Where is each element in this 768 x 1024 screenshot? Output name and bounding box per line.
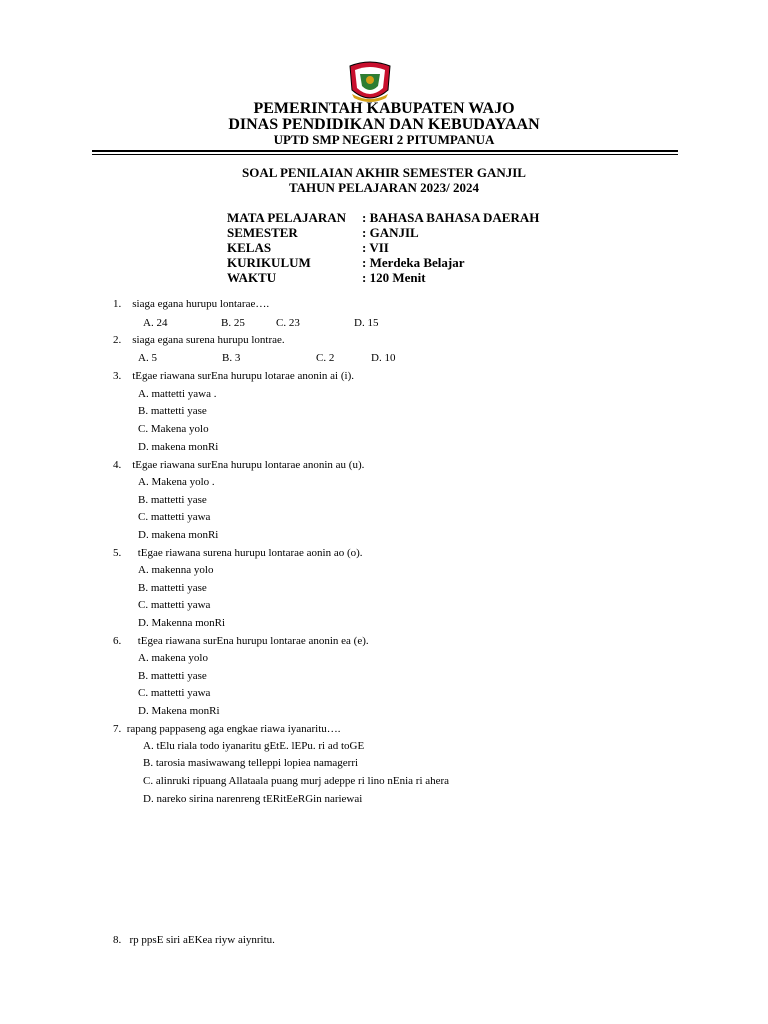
option-2d: D. 10 — [371, 352, 396, 364]
info-label: WAKTU — [227, 270, 277, 285]
info-value: : BAHASA BAHASA DAERAH — [362, 210, 540, 225]
option-4a: A. Makena yolo . — [138, 476, 215, 488]
question-text: tEgae riawana surena hurupu lontarae aonin ao (o). — [137, 547, 363, 559]
info-row-time — [227, 270, 426, 286]
question-number: 8. — [113, 934, 122, 946]
question-number: 7. — [113, 723, 122, 735]
option-7b: B. tarosia masiwawang telleppi lopiea namagerri — [143, 757, 359, 769]
option-1c: C. 23 — [276, 317, 300, 329]
header-divider-thin — [92, 154, 678, 155]
question-number: 3. — [113, 370, 122, 382]
question-number: 2. — [113, 334, 122, 346]
info-row-class — [227, 240, 389, 256]
option-4d: D. makena monRi — [138, 529, 219, 541]
option-5c: C. mattetti yawa — [138, 599, 211, 611]
info-label: SEMESTER — [227, 225, 298, 240]
question-8 — [113, 934, 275, 946]
academic-year: TAHUN PELAJARAN 2023/ 2024 — [288, 180, 480, 195]
info-row-subject — [227, 210, 539, 226]
option-6d: D. Makena monRi — [138, 705, 220, 717]
question-text: siaga egana hurupu lontarae…. — [132, 298, 270, 310]
question-number: 1. — [113, 298, 122, 310]
info-label: KELAS — [227, 240, 272, 255]
question-1 — [113, 298, 269, 310]
option-3b: B. mattetti yase — [138, 405, 207, 417]
option-1b: B. 25 — [221, 317, 245, 329]
question-4 — [113, 459, 364, 471]
option-4c: C. mattetti yawa — [138, 511, 211, 523]
info-label: MATA PELAJARAN — [227, 210, 347, 225]
question-number: 4. — [113, 459, 122, 471]
option-3a: A. mattetti yawa . — [138, 388, 217, 400]
option-2c: C. 2 — [316, 352, 335, 364]
question-text: rapang pappaseng aga engkae riawa iyanaritu…. — [126, 723, 341, 735]
question-3 — [113, 370, 354, 382]
option-2b: B. 3 — [222, 352, 241, 364]
option-7c: C. alinruki ripuang Allataala puang murj adeppe ri lino nEnia ri ahera — [143, 775, 450, 787]
option-2a: A. 5 — [138, 352, 157, 364]
info-row-curriculum — [227, 255, 465, 271]
option-7d: D. nareko sirina narenreng tERitEeRGin nariewai — [143, 793, 363, 805]
header-divider-thick — [92, 150, 678, 152]
question-text: tEgea riawana surEna hurupu lontarae anonin ea (e). — [137, 635, 369, 647]
header-department: DINAS PENDIDIKAN DAN KEBUDAYAAN — [228, 116, 540, 133]
info-value: : VII — [362, 240, 389, 255]
question-text: rp ppsE siri aEKea riyw aiynritu. — [129, 934, 275, 946]
info-value: : GANJIL — [362, 225, 419, 240]
question-number: 6. — [113, 635, 122, 647]
option-5d: D. Makenna monRi — [138, 617, 226, 629]
regency-crest-logo — [346, 60, 394, 104]
option-6b: B. mattetti yase — [138, 670, 207, 682]
question-text: siaga egana surena hurupu lontrae. — [132, 334, 285, 346]
option-1a: A. 24 — [143, 317, 168, 329]
info-label: KURIKULUM — [227, 255, 311, 270]
question-5 — [113, 547, 363, 559]
option-3d: D. makena monRi — [138, 441, 219, 453]
option-5a: A. makenna yolo — [138, 564, 214, 576]
option-1d: D. 15 — [354, 317, 379, 329]
option-5b: B. mattetti yase — [138, 582, 207, 594]
question-number: 5. — [113, 547, 122, 559]
header-school: UPTD SMP NEGERI 2 PITUMPANUA — [273, 132, 495, 147]
info-row-semester — [227, 225, 419, 241]
option-4b: B. mattetti yase — [138, 494, 207, 506]
question-7 — [113, 723, 341, 735]
question-2 — [113, 334, 285, 346]
option-6c: C. mattetti yawa — [138, 687, 211, 699]
info-value: : Merdeka Belajar — [362, 255, 465, 270]
option-3c: C. Makena yolo — [138, 423, 209, 435]
info-value: : 120 Menit — [362, 270, 426, 285]
header-government: PEMERINTAH KABUPATEN WAJO — [253, 100, 515, 117]
option-7a: A. tElu riala todo iyanaritu gEtE. lEPu. ri ad toGE — [143, 740, 365, 752]
exam-title: SOAL PENILAIAN AKHIR SEMESTER GANJIL — [242, 165, 526, 180]
question-text: tEgae riawana surEna hurupu lontarae anonin au (u). — [132, 459, 365, 471]
question-6 — [113, 635, 369, 647]
question-text: tEgae riawana surEna hurupu lotarae anonin ai (i). — [132, 370, 354, 382]
option-6a: A. makena yolo — [138, 652, 208, 664]
